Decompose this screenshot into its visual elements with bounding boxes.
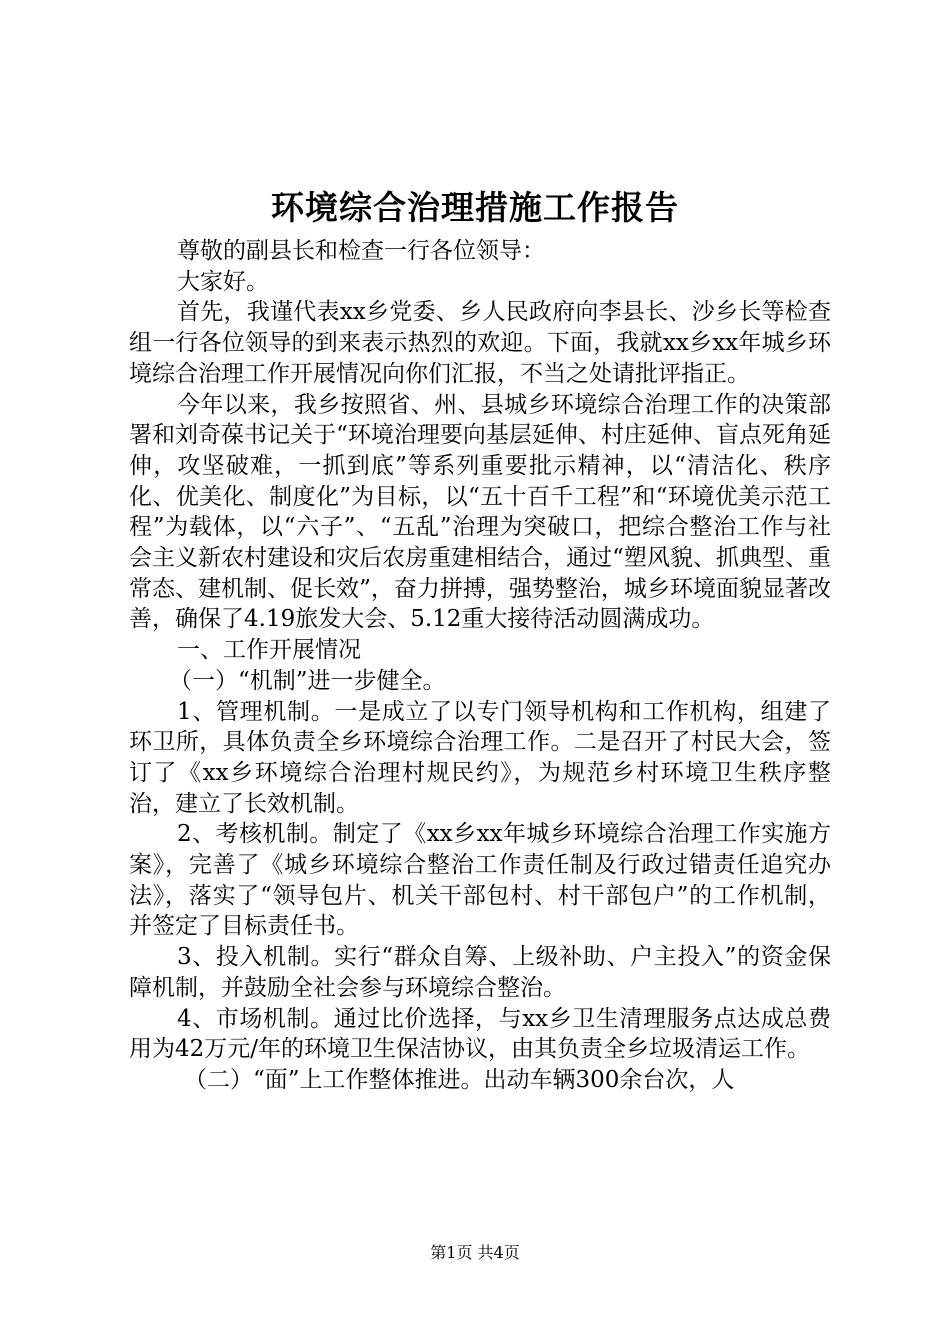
- paragraph-market-mechanism: 4、市场机制。通过比价选择，与xx乡卫生清理服务点达成总费用为42万元/年的环境卫生保洁协议，由其负责全乡垃圾清运工作。: [129, 1005, 831, 1063]
- paragraph-assessment-mechanism: 2、考核机制。制定了《xx乡xx年城乡环境综合治理工作实施方案》，完善了《城乡环境综合整治工作责任制及行政过错责任追究办法》，落实了“领导包片、机关干部包村、村干部包户”的工作机制，并签定了目标责任书。: [129, 821, 831, 940]
- section-heading: 一、工作开展情况: [177, 637, 361, 664]
- document-title: 环境综合治理措施工作报告: [271, 188, 679, 227]
- paragraph-investment-mechanism: 3、投入机制。实行“群众自筹、上级补助、户主投入”的资金保障机制，并鼓励全社会参与环境综合整治。: [129, 944, 831, 1001]
- paragraph-overall-progress: （二）“面”上工作整体推进。出动车辆300余台次，人: [184, 1066, 735, 1093]
- greeting: 大家好。: [177, 268, 269, 295]
- salutation: 尊敬的副县长和检查一行各位领导：: [177, 238, 545, 264]
- document-body: [129, 236, 831, 1096]
- paragraph-overview: 今年以来，我乡按照省、州、县城乡环境综合治理工作的决策部署和刘奇葆书记关于“环境治理要向基层延伸、村庄延伸、盲点死角延伸，攻坚破难，一抓到底”等系列重要批示精神，以“清洁化、秩序化、优美化、制度化”为目标，以“五十百千工程”和“环境优美示范工程”为载体，以“六子”、“五乱”治理为突破口，把综合整治工作与社会主义新农村建设和灾后农房重建相结合，通过“塑风貌、抓典型、重常态、建机制、促长效”，奋力拼搏，强势整治，城乡环境面貌显著改善，确保了4.19旅发大会、5.12重大接待活动圆满成功。: [129, 391, 831, 633]
- subsection-heading: （一）“机制”进一步健全。: [169, 667, 446, 694]
- paragraph-welcome: 首先，我谨代表xx乡党委、乡人民政府向李县长、沙乡长等检查组一行各位领导的到来表示热烈的欢迎。下面，我就xx乡xx年城乡环境综合治理工作开展情况向你们汇报，不当之处请批评指正。: [129, 299, 831, 387]
- paragraph-management-mechanism: 1、管理机制。一是成立了以专门领导机构和工作机构，组建了环卫所，具体负责全乡环境综合治理工作。二是召开了村民大会，签订了《xx乡环境综合治理村规民约》，为规范乡村环境卫生秩序整治，建立了长效机制。: [129, 698, 831, 817]
- page-indicator: 第1页 共4页: [430, 1243, 520, 1262]
